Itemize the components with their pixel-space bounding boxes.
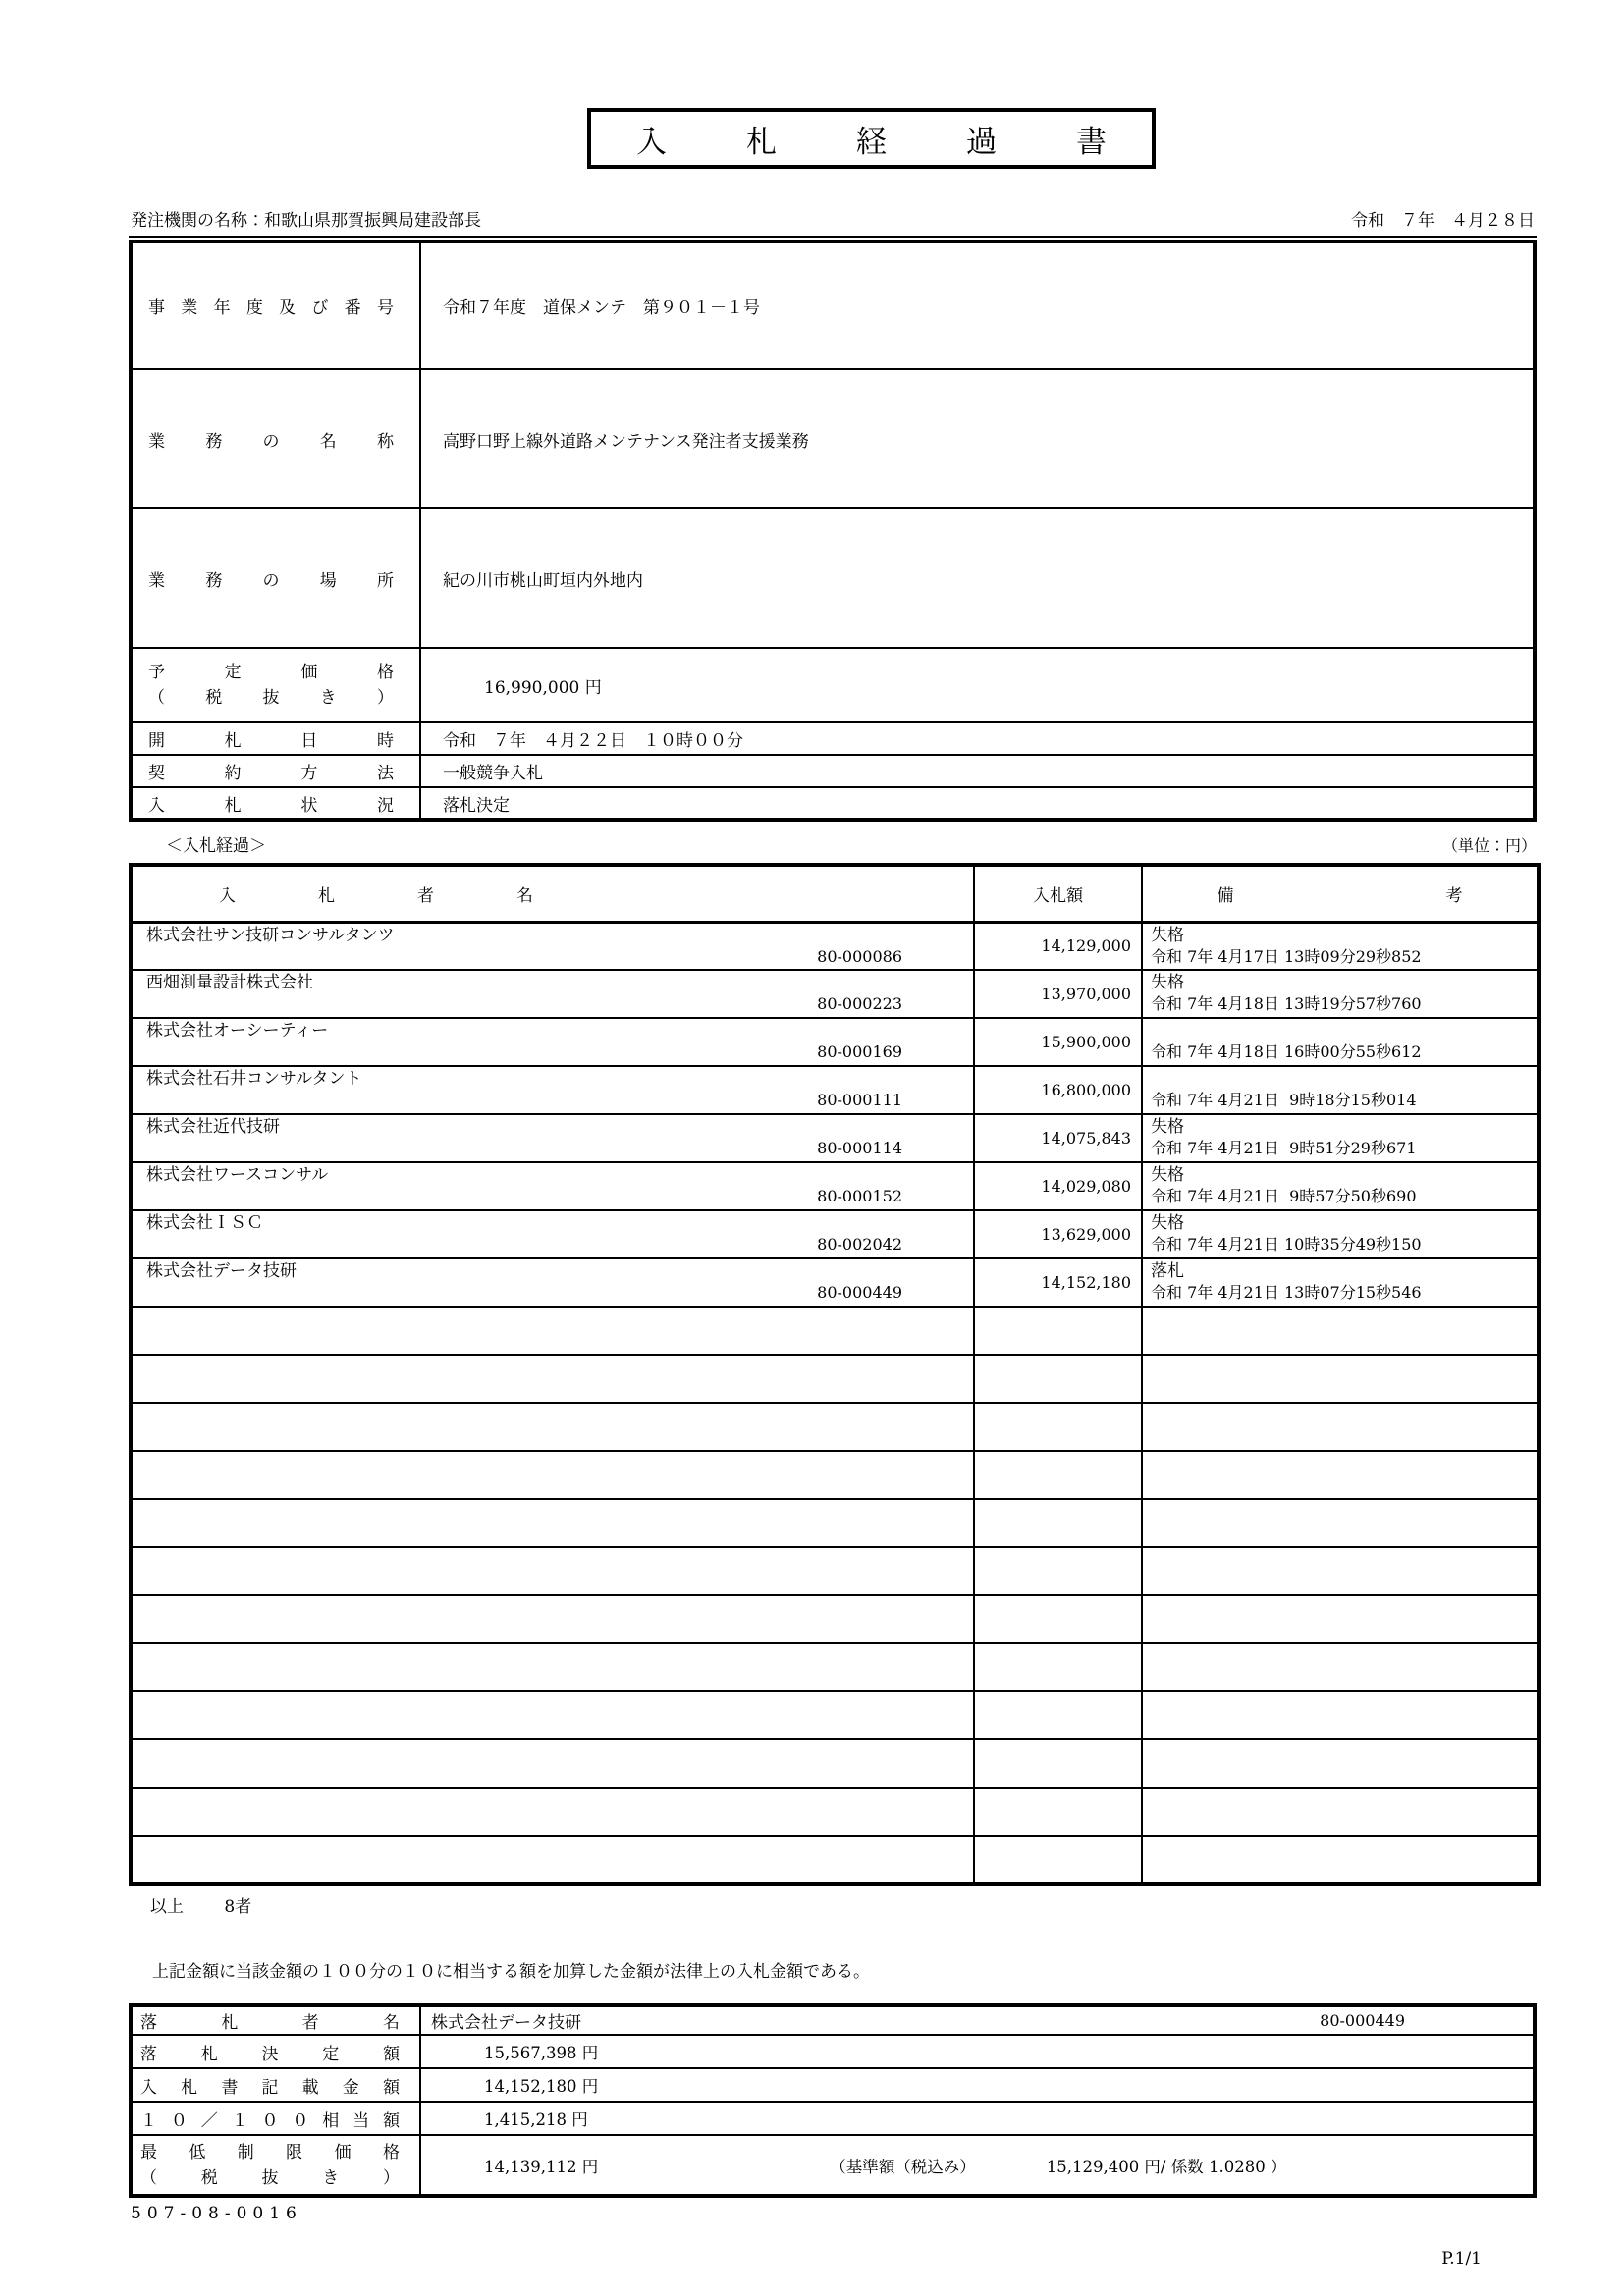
bid-timestamp: 令和 7年 4月18日 16時00分55秒612 bbox=[1151, 1042, 1422, 1061]
info-value: 一般競争入札 bbox=[420, 755, 1535, 787]
summary-row-minimum-price bbox=[131, 2135, 1535, 2196]
bid-row bbox=[131, 1258, 1539, 1307]
bid-empty-row bbox=[131, 1355, 1539, 1403]
bid-empty-row bbox=[131, 1643, 1539, 1691]
bidder-code: 80-000114 bbox=[817, 1139, 902, 1157]
bid-row bbox=[131, 1210, 1539, 1258]
bidder-name: 株式会社オーシーティー bbox=[146, 1021, 329, 1041]
bidder-name: 株式会社近代技研 bbox=[146, 1117, 280, 1137]
summary-row-tax-equivalent bbox=[131, 2102, 1535, 2135]
info-label: 契 約 方 法 bbox=[148, 764, 394, 783]
bid-empty-row bbox=[131, 1499, 1539, 1547]
bid-empty-row bbox=[131, 1836, 1539, 1884]
bid-row bbox=[131, 1018, 1539, 1066]
bid-timestamp: 令和 7年 4月21日 9時18分15秒014 bbox=[1151, 1091, 1417, 1109]
minimum-price-value: 14,139,112 円 bbox=[484, 2157, 599, 2176]
bid-section-header bbox=[129, 833, 1537, 859]
bid-amount: 13,970,000 bbox=[974, 970, 1142, 1018]
bid-status: 失格 bbox=[1151, 973, 1184, 992]
bid-amount: 14,152,180 bbox=[974, 1258, 1142, 1307]
bidder-code: 80-000111 bbox=[817, 1091, 902, 1109]
bid-row bbox=[131, 922, 1539, 970]
bid-section-label: ＜入札経過＞ bbox=[166, 836, 266, 856]
bidder-code: 80-000449 bbox=[817, 1283, 902, 1302]
bidder-name: 株式会社データ技研 bbox=[146, 1261, 297, 1281]
bid-timestamp: 令和 7年 4月18日 13時19分57秒760 bbox=[1151, 994, 1422, 1013]
award-summary-table bbox=[129, 2003, 1537, 2198]
summary-label-line2: （ 税 抜 き ） bbox=[140, 2167, 400, 2188]
legal-note: 上記金額に当該金額の１００分の１０に相当する額を加算した金額が法律上の入札金額である。 bbox=[152, 1962, 870, 1982]
bid-timestamp: 令和 7年 4月21日 10時35分49秒150 bbox=[1151, 1235, 1422, 1254]
summary-label: １ ０ ／ １ ０ ０ 相 当 額 bbox=[140, 2110, 400, 2131]
bidder-code: 80-002042 bbox=[817, 1235, 902, 1254]
bid-row bbox=[131, 1066, 1539, 1114]
bid-empty-row bbox=[131, 1403, 1539, 1451]
bid-status: 失格 bbox=[1151, 1213, 1184, 1233]
bid-timestamp: 令和 7年 4月21日 9時51分29秒671 bbox=[1151, 1139, 1417, 1157]
bid-amount: 16,800,000 bbox=[974, 1066, 1142, 1114]
bid-table bbox=[129, 863, 1541, 1886]
bidder-name: 株式会社石井コンサルタント bbox=[146, 1069, 362, 1089]
bid-row bbox=[131, 1114, 1539, 1162]
bid-status: 落札 bbox=[1151, 1261, 1184, 1281]
summary-value: 1,415,218 円 bbox=[484, 2110, 588, 2129]
bid-row bbox=[131, 1162, 1539, 1210]
summary-label: 最 低 制 限 価 格 bbox=[140, 2142, 400, 2163]
ordering-agency: 発注機関の名称：和歌山県那賀振興局建設部長 bbox=[131, 211, 481, 231]
info-label: 入 札 状 況 bbox=[148, 795, 394, 816]
info-row-project-number bbox=[131, 241, 1535, 369]
bidder-code: 80-000223 bbox=[817, 994, 902, 1013]
summary-row-bid-amount bbox=[131, 2068, 1535, 2102]
info-row-project-name bbox=[131, 369, 1535, 508]
bid-table-header-row bbox=[131, 865, 1539, 922]
bid-status: 失格 bbox=[1151, 1117, 1184, 1137]
bidder-count: 8者 bbox=[224, 1897, 252, 1917]
bid-timestamp: 令和 7年 4月17日 13時09分29秒852 bbox=[1151, 946, 1422, 966]
closing-label: 以上 bbox=[150, 1897, 184, 1917]
bidder-name: 西畑測量設計株式会社 bbox=[146, 973, 313, 992]
bid-empty-row bbox=[131, 1307, 1539, 1355]
info-row-contract-method bbox=[131, 755, 1535, 787]
info-row-location bbox=[131, 508, 1535, 648]
column-header-amount: 入札額 bbox=[974, 865, 1142, 922]
bid-row bbox=[131, 970, 1539, 1018]
column-header-bidder: 入 札 者 名 bbox=[219, 885, 533, 906]
base-amount-value: 15,129,400 円/ 係数 1.0280 ） bbox=[1046, 2157, 1287, 2176]
info-value: 令和 ７年 ４月２２日 １０時００分 bbox=[420, 722, 1535, 755]
bid-amount: 13,629,000 bbox=[974, 1210, 1142, 1258]
info-label: 業 務 の 場 所 bbox=[148, 570, 394, 591]
bidder-name: 株式会社ワースコンサル bbox=[146, 1165, 329, 1185]
info-row-planned-price bbox=[131, 648, 1535, 722]
base-amount-label: （基準額（税込み） bbox=[830, 2157, 976, 2176]
bid-status: 失格 bbox=[1151, 1165, 1184, 1185]
info-value: 紀の川市桃山町垣内外地内 bbox=[420, 508, 1535, 648]
info-label: 事 業 年 度 及 び 番 号 bbox=[148, 298, 394, 318]
project-info-table bbox=[129, 240, 1537, 822]
bid-empty-row bbox=[131, 1788, 1539, 1836]
bid-status: 失格 bbox=[1151, 925, 1184, 945]
summary-label: 入 札 書 記 載 金 額 bbox=[140, 2077, 400, 2098]
info-row-bid-status bbox=[131, 787, 1535, 820]
bid-empty-row bbox=[131, 1451, 1539, 1499]
document-code: 507-08-0016 bbox=[131, 2204, 302, 2223]
bid-amount: 14,029,080 bbox=[974, 1162, 1142, 1210]
info-label-line2: （ 税 抜 き ） bbox=[148, 688, 394, 708]
info-row-open-datetime bbox=[131, 722, 1535, 755]
bid-empty-row bbox=[131, 1739, 1539, 1788]
header-line bbox=[129, 210, 1537, 238]
bidder-code: 80-000086 bbox=[817, 946, 902, 966]
bidder-name: 株式会社ＩＳＣ bbox=[146, 1213, 263, 1233]
bid-timestamp: 令和 7年 4月21日 9時57分50秒690 bbox=[1151, 1187, 1417, 1205]
bid-timestamp: 令和 7年 4月21日 13時07分15秒546 bbox=[1151, 1283, 1422, 1302]
bid-empty-row bbox=[131, 1547, 1539, 1595]
bidder-name: 株式会社サン技研コンサルタンツ bbox=[146, 925, 395, 945]
summary-label: 落 札 決 定 額 bbox=[140, 2044, 400, 2064]
bid-rows bbox=[131, 922, 1539, 1307]
closing-count-line bbox=[150, 1896, 1537, 1919]
bidder-code: 80-000169 bbox=[817, 1042, 902, 1061]
page-number: P.1/1 bbox=[1441, 2249, 1482, 2269]
summary-value: 14,152,180 円 bbox=[484, 2077, 599, 2096]
summary-value: 15,567,398 円 bbox=[484, 2044, 599, 2062]
info-label: 予 定 価 格 bbox=[148, 663, 394, 682]
bid-amount: 15,900,000 bbox=[974, 1018, 1142, 1066]
winner-code: 80-000449 bbox=[1320, 2011, 1405, 2030]
info-value: 高野口野上線外道路メンテナンス発注者支援業務 bbox=[420, 369, 1535, 508]
info-value: 令和７年度 道保メンテ 第９０１－１号 bbox=[420, 241, 1535, 369]
unit-label: （単位：円） bbox=[1441, 836, 1537, 855]
info-label: 業 務 の 名 称 bbox=[148, 431, 394, 452]
bid-amount: 14,075,843 bbox=[974, 1114, 1142, 1162]
page-title: 入 札 経 過 書 bbox=[636, 124, 1107, 160]
info-value: 落札決定 bbox=[420, 787, 1535, 820]
info-value: 16,990,000 円 bbox=[420, 648, 1535, 722]
summary-row-winner bbox=[131, 2005, 1535, 2035]
bidder-code: 80-000152 bbox=[817, 1187, 902, 1205]
bid-empty-row bbox=[131, 1595, 1539, 1643]
bid-empty-row bbox=[131, 1691, 1539, 1739]
info-label: 開 札 日 時 bbox=[148, 731, 394, 751]
bid-empty-rows bbox=[131, 1307, 1539, 1884]
summary-label: 落 札 者 名 bbox=[140, 2013, 400, 2033]
column-header-remark: 備 考 bbox=[1217, 885, 1463, 906]
title-box bbox=[587, 108, 1156, 169]
issue-date: 令和 ７年 ４月２８日 bbox=[1351, 211, 1535, 231]
summary-row-award-amount bbox=[131, 2035, 1535, 2068]
bid-amount: 14,129,000 bbox=[974, 922, 1142, 970]
winner-name: 株式会社データ技研 bbox=[431, 2013, 581, 2033]
